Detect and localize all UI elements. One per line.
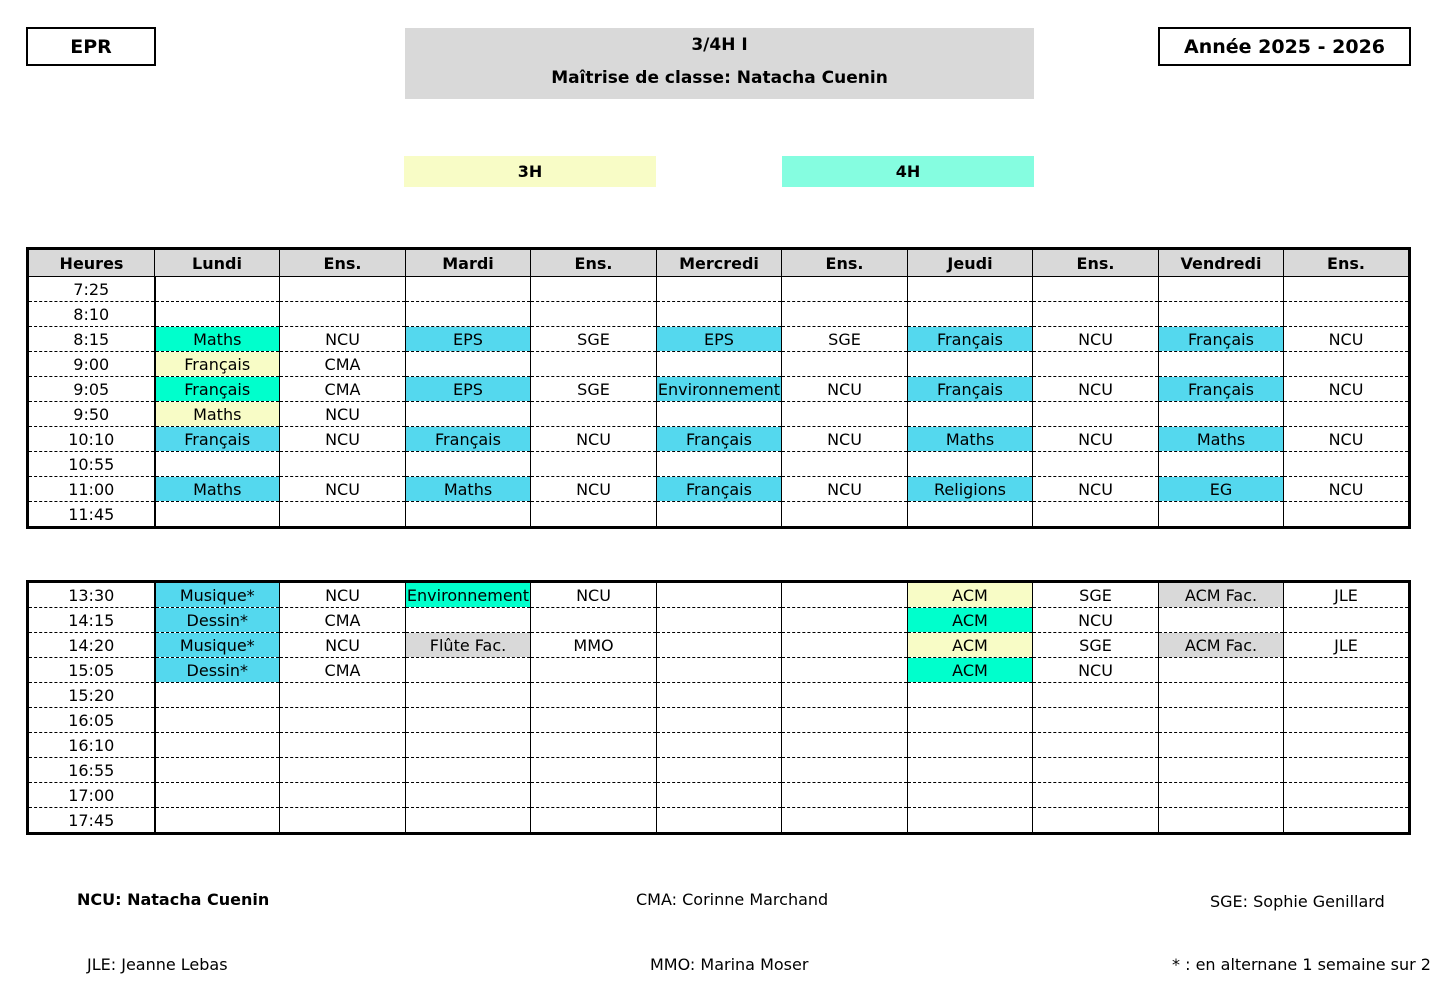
teacher-cell	[531, 452, 657, 477]
teacher-cell: SGE	[531, 377, 657, 402]
teacher-cell	[1033, 683, 1159, 708]
teacher-cell: NCU	[280, 633, 406, 658]
teacher-cell	[1033, 502, 1159, 528]
subject-cell: ACM	[908, 608, 1033, 633]
teacher-cell	[782, 352, 908, 377]
subject-cell	[908, 302, 1033, 327]
teacher-key-mmo: MMO: Marina Moser	[650, 955, 809, 974]
school-year-label	[1158, 27, 1411, 66]
teacher-cell: NCU	[531, 427, 657, 452]
subject-cell: Environnement	[406, 582, 531, 608]
teacher-cell	[1033, 733, 1159, 758]
timetable-row	[28, 633, 1410, 658]
subject-cell	[1159, 302, 1284, 327]
teacher-cell: CMA	[280, 658, 406, 683]
teacher-key-sge: SGE: Sophie Genillard	[1210, 892, 1385, 911]
teacher-cell	[280, 277, 406, 302]
teacher-cell	[531, 352, 657, 377]
timetable-row	[28, 302, 1410, 327]
subject-cell	[406, 733, 531, 758]
subject-cell	[908, 808, 1033, 834]
time-cell: 10:55	[28, 452, 155, 477]
time-cell: 17:00	[28, 783, 155, 808]
teacher-cell	[531, 733, 657, 758]
teacher-cell	[1284, 352, 1410, 377]
timetable-row	[28, 477, 1410, 502]
subject-cell	[1159, 452, 1284, 477]
subject-cell: Français	[908, 327, 1033, 352]
timetable-row	[28, 733, 1410, 758]
subject-cell	[406, 783, 531, 808]
subject-cell	[908, 758, 1033, 783]
teacher-cell	[782, 783, 908, 808]
subject-cell	[657, 783, 782, 808]
teacher-cell: SGE	[782, 327, 908, 352]
legend-4h: 4H	[782, 156, 1034, 187]
teacher-cell	[531, 708, 657, 733]
teacher-cell	[1284, 733, 1410, 758]
teacher-cell	[782, 758, 908, 783]
subject-cell	[908, 783, 1033, 808]
teacher-cell: CMA	[280, 352, 406, 377]
teacher-cell	[1284, 402, 1410, 427]
time-cell: 15:05	[28, 658, 155, 683]
teacher-cell	[280, 758, 406, 783]
subject-cell: ACM Fac.	[1159, 582, 1284, 608]
subject-cell	[1159, 658, 1284, 683]
school-year-text: Année 2025 - 2026	[1183, 35, 1386, 58]
subject-cell	[1159, 783, 1284, 808]
teacher-cell	[782, 683, 908, 708]
teacher-cell: NCU	[1033, 377, 1159, 402]
school-label	[26, 27, 156, 66]
subject-cell: Français	[657, 427, 782, 452]
subject-cell	[657, 708, 782, 733]
column-header: Ens.	[1033, 249, 1159, 277]
teacher-cell	[1033, 277, 1159, 302]
time-cell: 8:10	[28, 302, 155, 327]
class-title-block	[405, 28, 1034, 99]
column-header-hours: Heures	[28, 249, 155, 277]
subject-cell	[657, 452, 782, 477]
column-header: Ens.	[280, 249, 406, 277]
morning-timetable	[26, 247, 1411, 529]
teacher-cell: SGE	[1033, 633, 1159, 658]
teacher-cell: NCU	[280, 402, 406, 427]
time-cell: 9:50	[28, 402, 155, 427]
subject-cell: Français	[908, 377, 1033, 402]
teacher-cell	[782, 658, 908, 683]
timetable-row	[28, 327, 1410, 352]
teacher-cell	[531, 808, 657, 834]
subject-cell	[908, 708, 1033, 733]
subject-cell	[657, 502, 782, 528]
subject-cell	[406, 502, 531, 528]
teacher-cell	[280, 302, 406, 327]
subject-cell	[657, 758, 782, 783]
subject-cell	[406, 608, 531, 633]
subject-cell	[1159, 733, 1284, 758]
column-header: Mardi	[406, 249, 531, 277]
subject-cell: ACM	[908, 658, 1033, 683]
subject-cell	[1159, 683, 1284, 708]
teacher-cell: NCU	[280, 477, 406, 502]
subject-cell	[155, 733, 280, 758]
subject-cell	[155, 683, 280, 708]
teacher-cell	[782, 708, 908, 733]
time-cell: 14:15	[28, 608, 155, 633]
subject-cell: Français	[155, 377, 280, 402]
time-cell: 14:20	[28, 633, 155, 658]
teacher-cell: SGE	[1033, 582, 1159, 608]
teacher-cell: CMA	[280, 377, 406, 402]
teacher-key-jle: JLE: Jeanne Lebas	[87, 955, 228, 974]
column-header: Vendredi	[1159, 249, 1284, 277]
teacher-cell	[531, 608, 657, 633]
subject-cell	[155, 277, 280, 302]
timetable-row	[28, 708, 1410, 733]
subject-cell: Maths	[155, 402, 280, 427]
subject-cell	[1159, 608, 1284, 633]
teacher-cell: NCU	[782, 377, 908, 402]
teacher-cell	[1284, 277, 1410, 302]
timetable-row	[28, 427, 1410, 452]
subject-cell	[908, 452, 1033, 477]
subject-cell: Musique*	[155, 633, 280, 658]
teacher-cell	[782, 808, 908, 834]
teacher-cell	[1033, 402, 1159, 427]
teacher-cell	[782, 633, 908, 658]
subject-cell	[657, 658, 782, 683]
teacher-cell: NCU	[1284, 427, 1410, 452]
timetable-row	[28, 608, 1410, 633]
subject-cell	[657, 302, 782, 327]
time-cell: 16:55	[28, 758, 155, 783]
subject-cell	[155, 708, 280, 733]
teacher-cell	[1033, 352, 1159, 377]
teacher-cell: NCU	[1284, 327, 1410, 352]
timetable-row	[28, 377, 1410, 402]
subject-cell: Français	[406, 427, 531, 452]
teacher-cell: NCU	[1033, 327, 1159, 352]
teacher-cell	[531, 302, 657, 327]
teacher-cell	[782, 582, 908, 608]
teacher-cell	[1033, 808, 1159, 834]
subject-cell: Français	[155, 427, 280, 452]
teacher-cell: NCU	[1033, 658, 1159, 683]
subject-cell: Flûte Fac.	[406, 633, 531, 658]
column-header: Ens.	[531, 249, 657, 277]
subject-cell	[908, 402, 1033, 427]
legend-3h: 3H	[404, 156, 656, 187]
column-header: Lundi	[155, 249, 280, 277]
time-cell: 17:45	[28, 808, 155, 834]
teacher-cell	[531, 658, 657, 683]
teacher-cell: NCU	[1284, 377, 1410, 402]
subject-cell: Environnement	[657, 377, 782, 402]
timetable-row	[28, 783, 1410, 808]
teacher-cell	[1284, 302, 1410, 327]
subject-cell	[1159, 808, 1284, 834]
teacher-cell	[1284, 658, 1410, 683]
subject-cell	[155, 783, 280, 808]
teacher-cell	[782, 277, 908, 302]
subject-cell	[406, 277, 531, 302]
subject-cell	[406, 808, 531, 834]
subject-cell	[657, 277, 782, 302]
teacher-cell	[280, 783, 406, 808]
teacher-cell	[782, 608, 908, 633]
teacher-cell	[280, 502, 406, 528]
subject-cell	[406, 452, 531, 477]
afternoon-timetable	[26, 580, 1411, 835]
teacher-cell	[1033, 302, 1159, 327]
teacher-cell	[782, 402, 908, 427]
class-teacher: Maîtrise de classe: Natacha Cuenin	[551, 68, 888, 88]
teacher-cell	[531, 502, 657, 528]
subject-cell	[406, 683, 531, 708]
subject-cell	[1159, 708, 1284, 733]
time-cell: 11:45	[28, 502, 155, 528]
subject-cell: Dessin*	[155, 608, 280, 633]
subject-cell	[155, 302, 280, 327]
teacher-cell	[1033, 708, 1159, 733]
time-cell: 8:15	[28, 327, 155, 352]
subject-cell	[1159, 352, 1284, 377]
column-header: Mercredi	[657, 249, 782, 277]
teacher-cell	[782, 452, 908, 477]
teacher-key-ncu: NCU: Natacha Cuenin	[77, 890, 270, 909]
time-cell: 7:25	[28, 277, 155, 302]
teacher-cell	[1284, 502, 1410, 528]
subject-cell: Maths	[406, 477, 531, 502]
subject-cell: ACM Fac.	[1159, 633, 1284, 658]
timetable-row	[28, 502, 1410, 528]
subject-cell: EPS	[406, 327, 531, 352]
timetable-row	[28, 658, 1410, 683]
teacher-cell	[1284, 808, 1410, 834]
subject-cell: Maths	[1159, 427, 1284, 452]
teacher-cell: NCU	[531, 477, 657, 502]
subject-cell: Français	[657, 477, 782, 502]
subject-cell	[657, 352, 782, 377]
subject-cell: Maths	[908, 427, 1033, 452]
teacher-cell	[531, 783, 657, 808]
subject-cell: EPS	[406, 377, 531, 402]
teacher-cell: NCU	[531, 582, 657, 608]
teacher-cell: NCU	[1284, 477, 1410, 502]
timetable-row	[28, 683, 1410, 708]
teacher-cell	[1284, 708, 1410, 733]
subject-cell: Français	[1159, 327, 1284, 352]
subject-cell	[406, 708, 531, 733]
timetable-row	[28, 758, 1410, 783]
subject-cell	[908, 352, 1033, 377]
teacher-cell	[531, 402, 657, 427]
time-cell: 16:05	[28, 708, 155, 733]
subject-cell	[1159, 502, 1284, 528]
teacher-cell	[1284, 783, 1410, 808]
subject-cell: EPS	[657, 327, 782, 352]
subject-cell	[406, 302, 531, 327]
teacher-cell	[280, 808, 406, 834]
teacher-cell: JLE	[1284, 633, 1410, 658]
subject-cell	[155, 758, 280, 783]
column-header: Ens.	[782, 249, 908, 277]
teacher-key-cma: CMA: Corinne Marchand	[636, 890, 829, 909]
subject-cell: Maths	[155, 327, 280, 352]
time-cell: 9:00	[28, 352, 155, 377]
subject-cell: Musique*	[155, 582, 280, 608]
subject-cell: Religions	[908, 477, 1033, 502]
teacher-cell	[1284, 758, 1410, 783]
timetable-row	[28, 582, 1410, 608]
teacher-cell: JLE	[1284, 582, 1410, 608]
subject-cell	[155, 502, 280, 528]
teacher-cell: NCU	[280, 427, 406, 452]
subject-cell	[908, 502, 1033, 528]
school-text: EPR	[70, 35, 112, 58]
teacher-cell	[280, 733, 406, 758]
teacher-cell	[280, 452, 406, 477]
subject-cell	[1159, 402, 1284, 427]
subject-cell	[657, 402, 782, 427]
subject-cell: Français	[155, 352, 280, 377]
teacher-cell	[782, 733, 908, 758]
teacher-cell	[782, 502, 908, 528]
time-cell: 16:10	[28, 733, 155, 758]
time-cell: 10:10	[28, 427, 155, 452]
subject-cell	[657, 808, 782, 834]
subject-cell: Français	[1159, 377, 1284, 402]
time-cell: 9:05	[28, 377, 155, 402]
time-cell: 11:00	[28, 477, 155, 502]
time-cell: 13:30	[28, 582, 155, 608]
subject-cell	[155, 452, 280, 477]
subject-cell	[406, 352, 531, 377]
teacher-cell: NCU	[782, 477, 908, 502]
subject-cell	[1159, 277, 1284, 302]
timetable-row	[28, 808, 1410, 834]
teacher-cell	[1284, 683, 1410, 708]
teacher-cell: NCU	[1033, 608, 1159, 633]
teacher-cell	[531, 277, 657, 302]
teacher-cell	[1033, 758, 1159, 783]
subject-cell	[908, 683, 1033, 708]
subject-cell: EG	[1159, 477, 1284, 502]
column-header: Jeudi	[908, 249, 1033, 277]
subject-cell	[406, 758, 531, 783]
subject-cell	[657, 633, 782, 658]
teacher-cell: NCU	[782, 427, 908, 452]
subject-cell: ACM	[908, 582, 1033, 608]
time-cell: 15:20	[28, 683, 155, 708]
subject-cell	[406, 658, 531, 683]
subject-cell	[657, 683, 782, 708]
alternance-note: * : en alternane 1 semaine sur 2	[1172, 955, 1431, 974]
teacher-cell: NCU	[1033, 427, 1159, 452]
teacher-cell	[280, 708, 406, 733]
teacher-cell: NCU	[280, 327, 406, 352]
header-row	[28, 249, 1410, 277]
teacher-cell	[531, 683, 657, 708]
teacher-cell: SGE	[531, 327, 657, 352]
subject-cell: ACM	[908, 633, 1033, 658]
teacher-cell: NCU	[280, 582, 406, 608]
teacher-cell: MMO	[531, 633, 657, 658]
subject-cell	[657, 582, 782, 608]
column-header: Ens.	[1284, 249, 1410, 277]
teacher-cell: NCU	[1033, 477, 1159, 502]
teacher-cell	[1284, 608, 1410, 633]
subject-cell	[406, 402, 531, 427]
timetable-row	[28, 452, 1410, 477]
class-code: 3/4H I	[691, 35, 748, 55]
subject-cell	[908, 733, 1033, 758]
teacher-cell	[531, 758, 657, 783]
timetable-row	[28, 277, 1410, 302]
subject-cell	[1159, 758, 1284, 783]
teacher-cell	[1033, 783, 1159, 808]
timetable-row	[28, 402, 1410, 427]
subject-cell: Maths	[155, 477, 280, 502]
subject-cell	[155, 808, 280, 834]
timetable-row	[28, 352, 1410, 377]
teacher-cell	[280, 683, 406, 708]
teacher-cell	[1033, 452, 1159, 477]
teacher-cell	[1284, 452, 1410, 477]
subject-cell: Dessin*	[155, 658, 280, 683]
subject-cell	[908, 277, 1033, 302]
subject-cell	[657, 608, 782, 633]
teacher-cell: CMA	[280, 608, 406, 633]
subject-cell	[657, 733, 782, 758]
teacher-cell	[782, 302, 908, 327]
